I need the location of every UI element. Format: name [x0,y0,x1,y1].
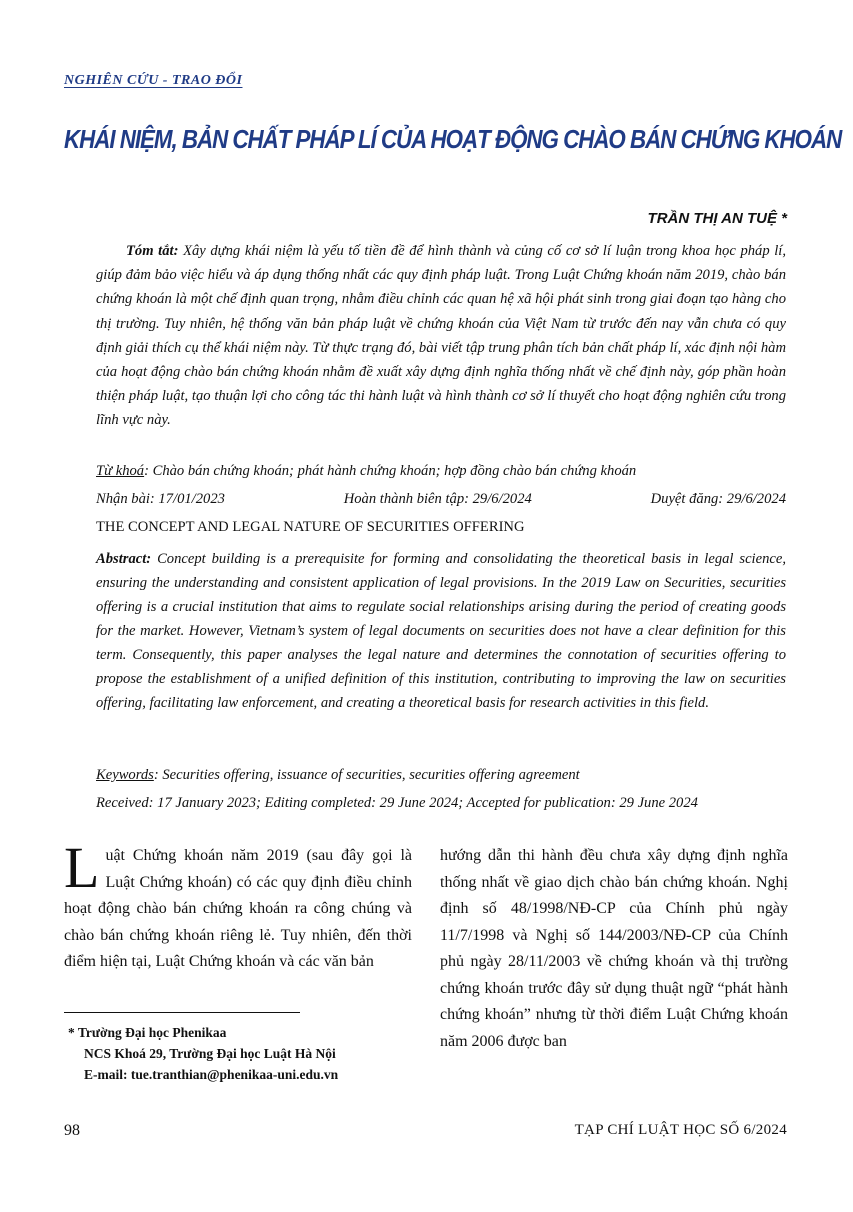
journal-name: TẠP CHÍ LUẬT HỌC SỐ 6/2024 [574,1122,787,1138]
page-number: 98 [64,1122,80,1139]
abstract-english [96,547,786,715]
keywords-english [96,767,580,784]
footnote-email: E-mail: tue.tranthian@phenikaa-uni.edu.vn [84,1067,339,1082]
author: TRẦN THỊ AN TUỆ * [647,210,787,227]
footnote [68,1022,338,1085]
abstract-vietnamese [96,239,786,433]
abstract-vn-label: Tóm tắt: [126,243,179,259]
article-title: KHÁI NIỆM, BẢN CHẤT PHÁP LÍ CỦA HOẠT ĐỘNG CHÀO BÁN CHỨNG KHOÁN [64,124,842,154]
keywords-vn-text: : Chào bán chứng khoán; phát hành chứng khoán; hợp đồng chào bán chứng khoán [144,463,637,479]
footnote-affiliation: * Trường Đại học Phenikaa [68,1025,227,1040]
body-right-text: hướng dẫn thi hành đều chưa xây dựng định nghĩa thống nhất về giao dịch chào bán chứng khoán. Nghị định số 48/1998/NĐ-CP của Chính phủ ngày 11/7/1998 và Nghị số 144/2003/NĐ-CP của Chính phủ ngày 28/11/2003 về chứng khoán và thị trường chứng khoán trước đây sử dụng thuật ngữ “phát hành chứng khoán” nhưng từ thời điểm Luật Chứng khoán năm 2006 được ban [440,847,788,1050]
section-label: NGHIÊN CỨU - TRAO ĐỔI [64,73,243,88]
keywords-vietnamese [96,463,636,480]
keywords-vn-label: Từ khoá [96,463,145,479]
abstract-en-text: Concept building is a prerequisite for forming and consolidating the theoretical basis in legal science, ensuring the understanding and consistent application of legal provisions. In the 2019 Law on Securities, securities offering is a crucial institution that aims to regulate social relationships arising during the period of creating goods for the market. However, Vietnam’s system of legal documents on securities does not have a clear definition for this term. Consequently, this paper analyses the legal nature and determines the connotation of securities offering to propose the establishment of a unified definition of this institution, contributing to improving the law on securities offering, facilitating law enforcement, and creating a theoretical basis for research activities in this field. [96,551,786,711]
drop-cap: L [64,835,100,900]
body-column-left [64,835,412,976]
date-edited: Hoàn thành biên tập: 29/6/2024 [343,491,532,507]
date-accepted: Duyệt đăng: 29/6/2024 [650,491,786,507]
abstract-en-label: Abstract: [96,551,152,567]
keywords-en-label: Keywords [96,767,154,783]
date-received: Nhận bài: 17/01/2023 [96,491,225,507]
dates-english: Received: 17 January 2023; Editing completed: 29 June 2024; Accepted for publication: 29 June 2024 [96,795,698,811]
footnote-divider [64,1012,300,1013]
body-left-text: uật Chứng khoán năm 2019 (sau đây gọi là Luật Chứng khoán) có các quy định điều chỉnh hoạt động chào bán chứng khoán ra công chúng và chào bán chứng khoán riêng lẻ. Tuy nhiên, đến thời điểm hiện tại, Luật Chứng khoán và các văn bản [64,847,412,970]
keywords-en-text: : Securities offering, issuance of securities, securities offering agreement [153,767,580,783]
abstract-vn-text: Xây dựng khái niệm là yếu tố tiền đề để hình thành và củng cố cơ sở lí luận trong khoa học pháp lí, giúp đảm bảo việc hiểu và áp dụng thống nhất các quy định pháp luật. Trong Luật Chứng khoán năm 2019, chào bán chứng khoán là một chế định quan trọng, nhằm điều chỉnh các quan hệ xã hội phát sinh trong giai đoạn tạo hàng cho thị trường. Tuy nhiên, hệ thống văn bản pháp luật về chứng khoán của Việt Nam từ trước đến nay vẫn chưa có quy định giải thích cụ thể khái niệm này. Từ thực trạng đó, bài viết tập trung phân tích bản chất pháp lí, xác định nội hàm của hoạt động chào bán chứng khoán nhằm đề xuất xây dựng định nghĩa thống nhất về chế định này, góp phần hoàn thiện pháp luật, tạo thuận lợi cho công tác thi hành luật và hình thành cơ sở lí thuyết cho hoạt động nghiên cứu trong lĩnh vực này. [96,243,786,429]
body-column-right [440,843,788,1055]
footnote-phd: NCS Khoá 29, Trường Đại học Luật Hà Nội [84,1046,336,1061]
dates-vietnamese [96,491,786,508]
english-title: THE CONCEPT AND LEGAL NATURE OF SECURITIES OFFERING [96,519,525,535]
